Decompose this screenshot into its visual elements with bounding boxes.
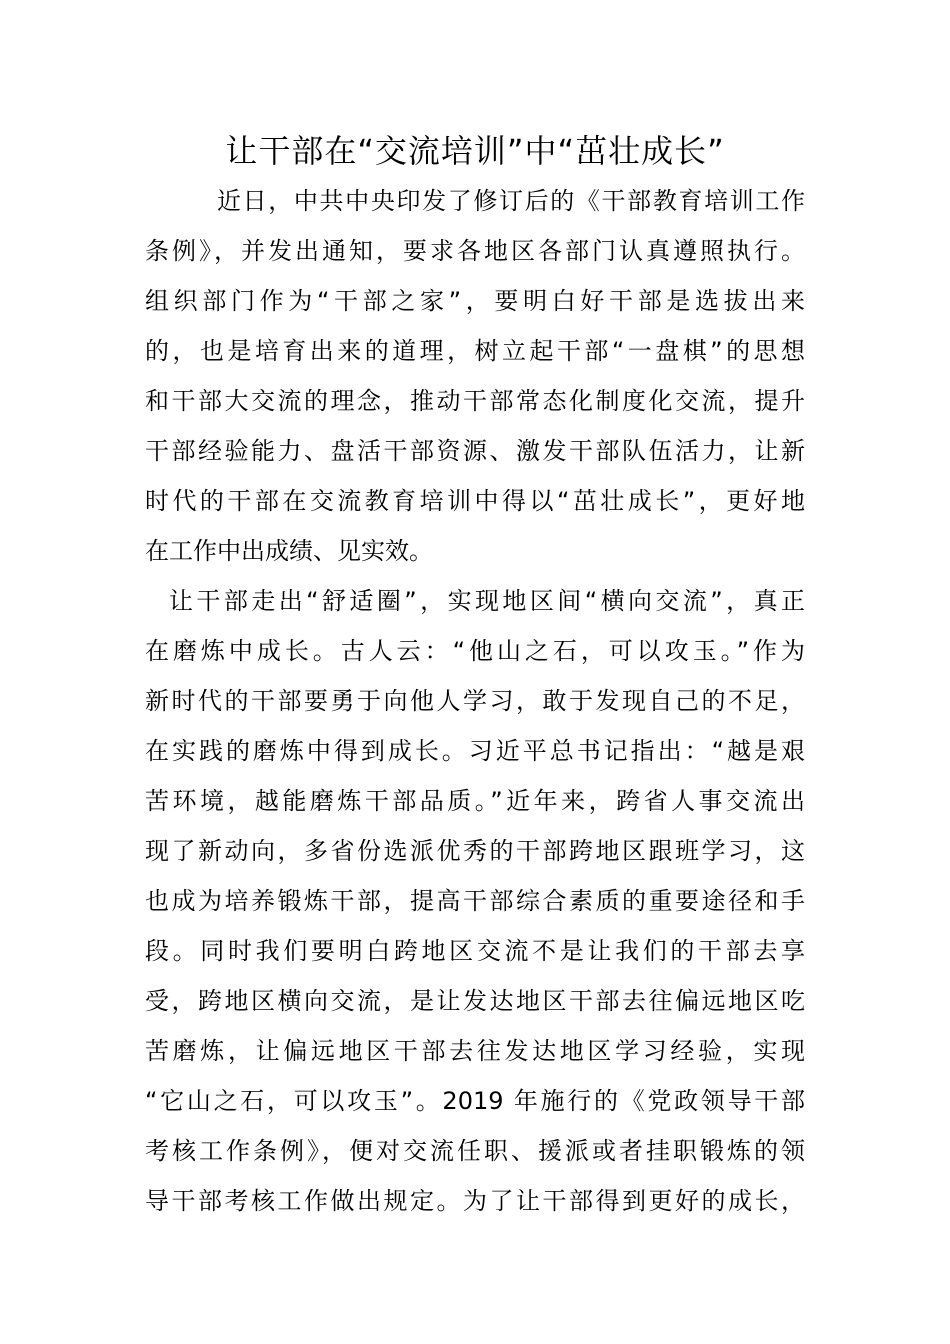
paragraph-1 — [145, 176, 805, 576]
text-line: 近日，中共中央印发了修订后的《干部教育培训工作 — [217, 187, 805, 215]
text-line: 的，也是培育出来的道理，树立起干部“一盘棋”的思想 — [145, 337, 805, 365]
text-line: 也成为培养锻炼干部，提高干部综合素质的重要途径和手 — [145, 887, 805, 915]
text-line: 在磨炼中成长。古人云：“他山之石，可以攻玉。”作为 — [145, 637, 805, 665]
text-line: 现了新动向，多省份选派优秀的干部跨地区跟班学习，这 — [145, 837, 805, 865]
text-line: 在工作中出成绩、见实效。 — [145, 537, 433, 565]
text-line: “它山之石，可以攻玉”。2019 年施行的《党政领导干部 — [145, 1087, 805, 1115]
text-line: 段。同时我们要明白跨地区交流不是让我们的干部去享 — [145, 937, 805, 965]
text-line: 苦环境，越能磨炼干部品质。”近年来，跨省人事交流出 — [145, 787, 805, 815]
text-line: 和干部大交流的理念，推动干部常态化制度化交流，提升 — [145, 387, 805, 415]
text-line: 导干部考核工作做出规定。为了让干部得到更好的成长， — [145, 1187, 805, 1215]
text-line: 苦磨炼，让偏远地区干部去往发达地区学习经验，实现 — [145, 1037, 805, 1065]
text-line: 干部经验能力、盘活干部资源、激发干部队伍活力，让新 — [145, 437, 805, 465]
text-line: 新时代的干部要勇于向他人学习，敢于发现自己的不足， — [145, 687, 805, 715]
document-title: 让干部在“交流培训”中“茁壮成长” — [225, 132, 725, 170]
text-line: 时代的干部在交流教育培训中得以“茁壮成长”，更好地 — [145, 487, 805, 515]
text-line: 考核工作条例》，便对交流任职、援派或者挂职锻炼的领 — [145, 1137, 805, 1165]
text-line: 条例》，并发出通知，要求各地区各部门认真遵照执行。 — [145, 237, 805, 265]
paragraph-2 — [145, 576, 805, 1226]
document-body — [145, 176, 805, 1226]
text-line: 组织部门作为“干部之家”，要明白好干部是选拔出来 — [145, 287, 805, 315]
text-line: 在实践的磨炼中得到成长。习近平总书记指出：“越是艰 — [145, 737, 805, 765]
text-line: 让干部走出“舒适圈”，实现地区间“横向交流”，真正 — [169, 587, 805, 615]
text-line: 受，跨地区横向交流，是让发达地区干部去往偏远地区吃 — [145, 987, 805, 1015]
